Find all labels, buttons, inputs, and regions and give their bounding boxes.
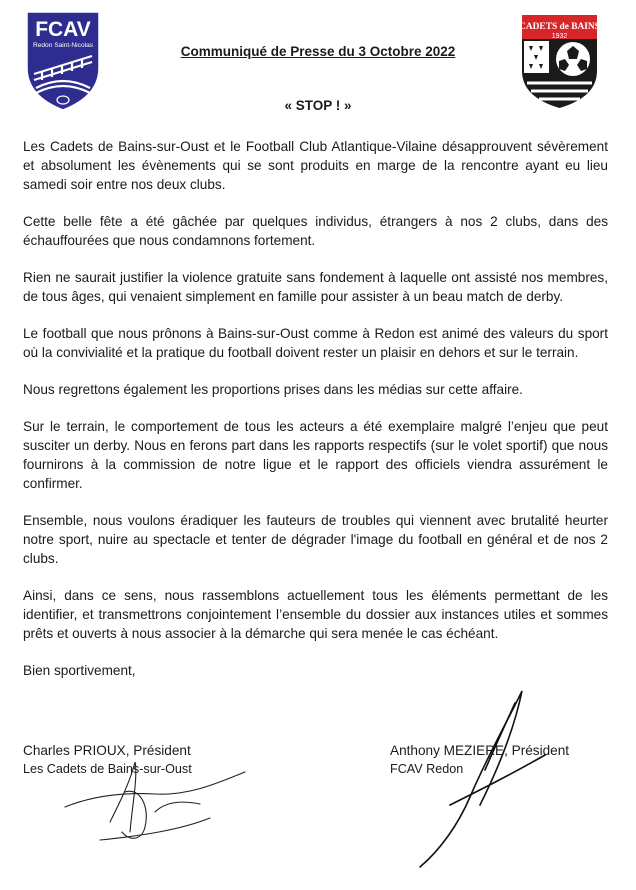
cadets-logo-year: 1932 (551, 33, 568, 40)
paragraph: Cette belle fête a été gâchée par quelques individus, étrangers à nos 2 clubs, dans des échauffourées que nous condamnons fortement. (23, 214, 608, 248)
paragraph: Ainsi, dans ce sens, nous rassemblons actuellement tous les éléments permettant de les identifier, et transmettrons conjointement l’ensemble du dossier aux instances utiles et sommes prêts et ouverts à nous associer à la démarche qui sera menée le cas échéant. (23, 588, 608, 641)
paragraph: Nous regrettons également les proportions prises dans les médias sur cette affaire. (23, 382, 523, 397)
press-release-body (23, 137, 608, 698)
fcav-logo-title: FCAV (35, 18, 91, 41)
closing-line: Bien sportivement, (23, 663, 136, 678)
cadets-de-bains-logo (519, 13, 600, 109)
fcav-logo (24, 10, 102, 112)
fcav-logo-subtitle: Redon Saint-Nicolas (32, 42, 94, 49)
paragraph: Le football que nous prônons à Bains-sur-Oust comme à Redon est animé des valeurs du sport où la convivialité et la pratique du football doivent rester un plaisir en dehors et sur le terrain. (23, 326, 608, 360)
paragraph: Ensemble, nous voulons éradiquer les fauteurs de troubles qui viennent avec brutalité heurter notre sport, nuire au spectacle et tenter de dégrader l'image du football en général et de nos 2 clubs. (23, 513, 608, 566)
signatory-left-name: Charles PRIOUX, Président (23, 743, 191, 758)
paragraph: Les Cadets de Bains-sur-Oust et le Football Club Atlantique-Vilaine désapprouvent sévèrement et absolument les évènements qui se sont produits en marge de la rencontre ayant eu lieu samedi soir entre nos deux clubs. (23, 139, 608, 192)
signatory-right (390, 741, 569, 779)
headline-stop: « STOP ! » (284, 98, 352, 113)
signatory-right-name: Anthony MEZIERE, Président (390, 743, 570, 758)
cadets-logo-title: CADETS de BAINS (519, 22, 600, 32)
press-release-title: Communiqué de Presse du 3 Octobre 2022 (180, 44, 456, 59)
paragraph: Rien ne saurait justifier la violence gratuite sans fondement à laquelle ont assisté nos membres, de tous âges, qui venaient simplement en famille pour assister à un beau match de derby. (23, 270, 608, 304)
signatory-left-org: Les Cadets de Bains-sur-Oust (23, 762, 192, 776)
signatory-left (23, 741, 192, 779)
signatory-right-org: FCAV Redon (390, 762, 464, 776)
paragraph: Sur le terrain, le comportement de tous les acteurs a été exemplaire malgré l’enjeu que peut susciter un derby. Nous en ferons part dans les rapports respectifs (sur le volet sportif) que nous fournirons à la commission de notre ligue et le rapport des officiels viendra assurément le confirmer. (23, 419, 608, 491)
